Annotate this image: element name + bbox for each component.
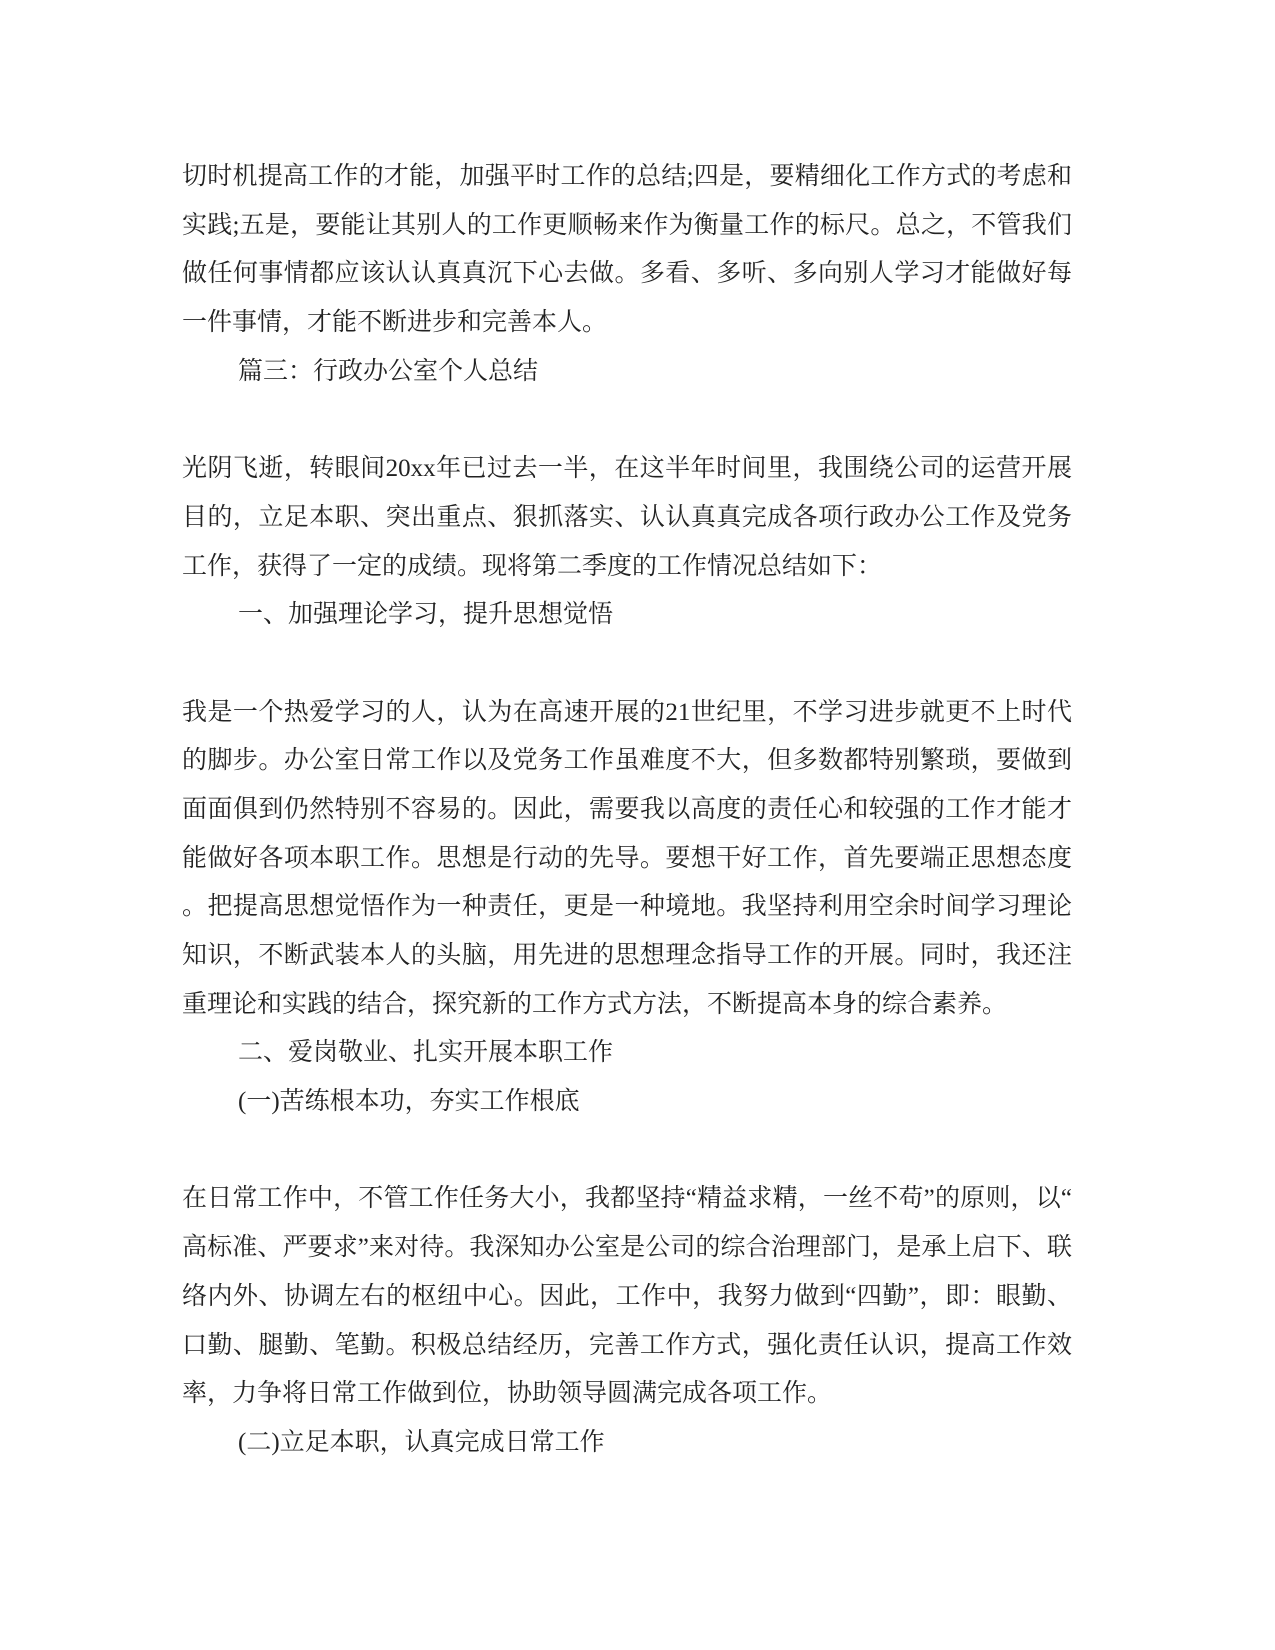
text-line: 知识，不断武装本人的头脑，用先进的思想理念指导工作的开展。同时，我还注 bbox=[182, 942, 1072, 969]
text-line: 目的，立足本职、突出重点、狠抓落实、认认真真完成各项行政办公工作及党务 bbox=[182, 503, 1072, 531]
blank-line bbox=[182, 396, 1072, 445]
text-line: 面面俱到仍然特别不容易的。因此，需要我以高度的责任心和较强的工作才能才 bbox=[182, 795, 1072, 823]
text-line: 高标准、严要求”来对待。我深知办公室是公司的综合治理部门，是承上启下、联 bbox=[182, 1234, 1072, 1262]
text-line: 做任何事情都应该认认真真沉下心去做。多看、多听、多向别人学习才能做好每 bbox=[182, 260, 1072, 288]
text-line: 一件事情，才能不断进步和完善本人。 bbox=[182, 309, 608, 337]
text-line: 络内外、协调左右的枢纽中心。因此，工作中，我努力做到“四勤”，即：眼勤、 bbox=[182, 1282, 1072, 1310]
heading-line: 二、爱岗敬业、扎实开展本职工作 bbox=[238, 1039, 614, 1067]
text-line: 在日常工作中，不管工作任务大小，我都坚持“精益求精，一丝不苟”的原则，以“ bbox=[182, 1185, 1072, 1213]
text-line: 实践;五是，要能让其别人的工作更顺畅来作为衡量工作的标尺。总之，不管我们 bbox=[182, 211, 1072, 239]
text-line: 我是一个热爱学习的人，认为在高速开展的21世纪里，不学习进步就更不上时代 bbox=[182, 698, 1072, 726]
heading-line: (二)立足本职，认真完成日常工作 bbox=[238, 1428, 605, 1456]
text-line: 重理论和实践的结合，探究新的工作方式方法，不断提高本身的综合素养。 bbox=[182, 990, 1008, 1018]
text-line: 光阴飞逝，转眼间20xx年已过去一半，在这半年时间里，我围绕公司的运营开展 bbox=[182, 455, 1072, 483]
heading-line: (一)苦练根本功，夯实工作根底 bbox=[238, 1088, 580, 1116]
document-text-block bbox=[182, 153, 1072, 1468]
heading-line: 一、加强理论学习，提升思想觉悟 bbox=[238, 601, 614, 629]
text-line: 口勤、腿勤、笔勤。积极总结经历，完善工作方式，强化责任认识，提高工作效 bbox=[182, 1331, 1072, 1359]
text-line: 工作，获得了一定的成绩。现将第二季度的工作情况总结如下： bbox=[182, 552, 883, 580]
blank-line bbox=[182, 640, 1072, 689]
blank-line bbox=[182, 1127, 1072, 1176]
heading-line: 篇三：行政办公室个人总结 bbox=[238, 357, 539, 385]
text-line: 。把提高思想觉悟作为一种责任，更是一种境地。我坚持利用空余时间学习理论 bbox=[182, 893, 1072, 921]
text-line: 切时机提高工作的才能，加强平时工作的总结;四是，要精细化工作方式的考虑和 bbox=[182, 163, 1072, 190]
text-line: 能做好各项本职工作。思想是行动的先导。要想干好工作，首先要端正思想态度 bbox=[182, 844, 1072, 872]
text-line: 的脚步。办公室日常工作以及党务工作虽难度不大，但多数都特别繁琐，要做到 bbox=[182, 747, 1072, 775]
text-line: 率，力争将日常工作做到位，协助领导圆满完成各项工作。 bbox=[182, 1380, 833, 1408]
